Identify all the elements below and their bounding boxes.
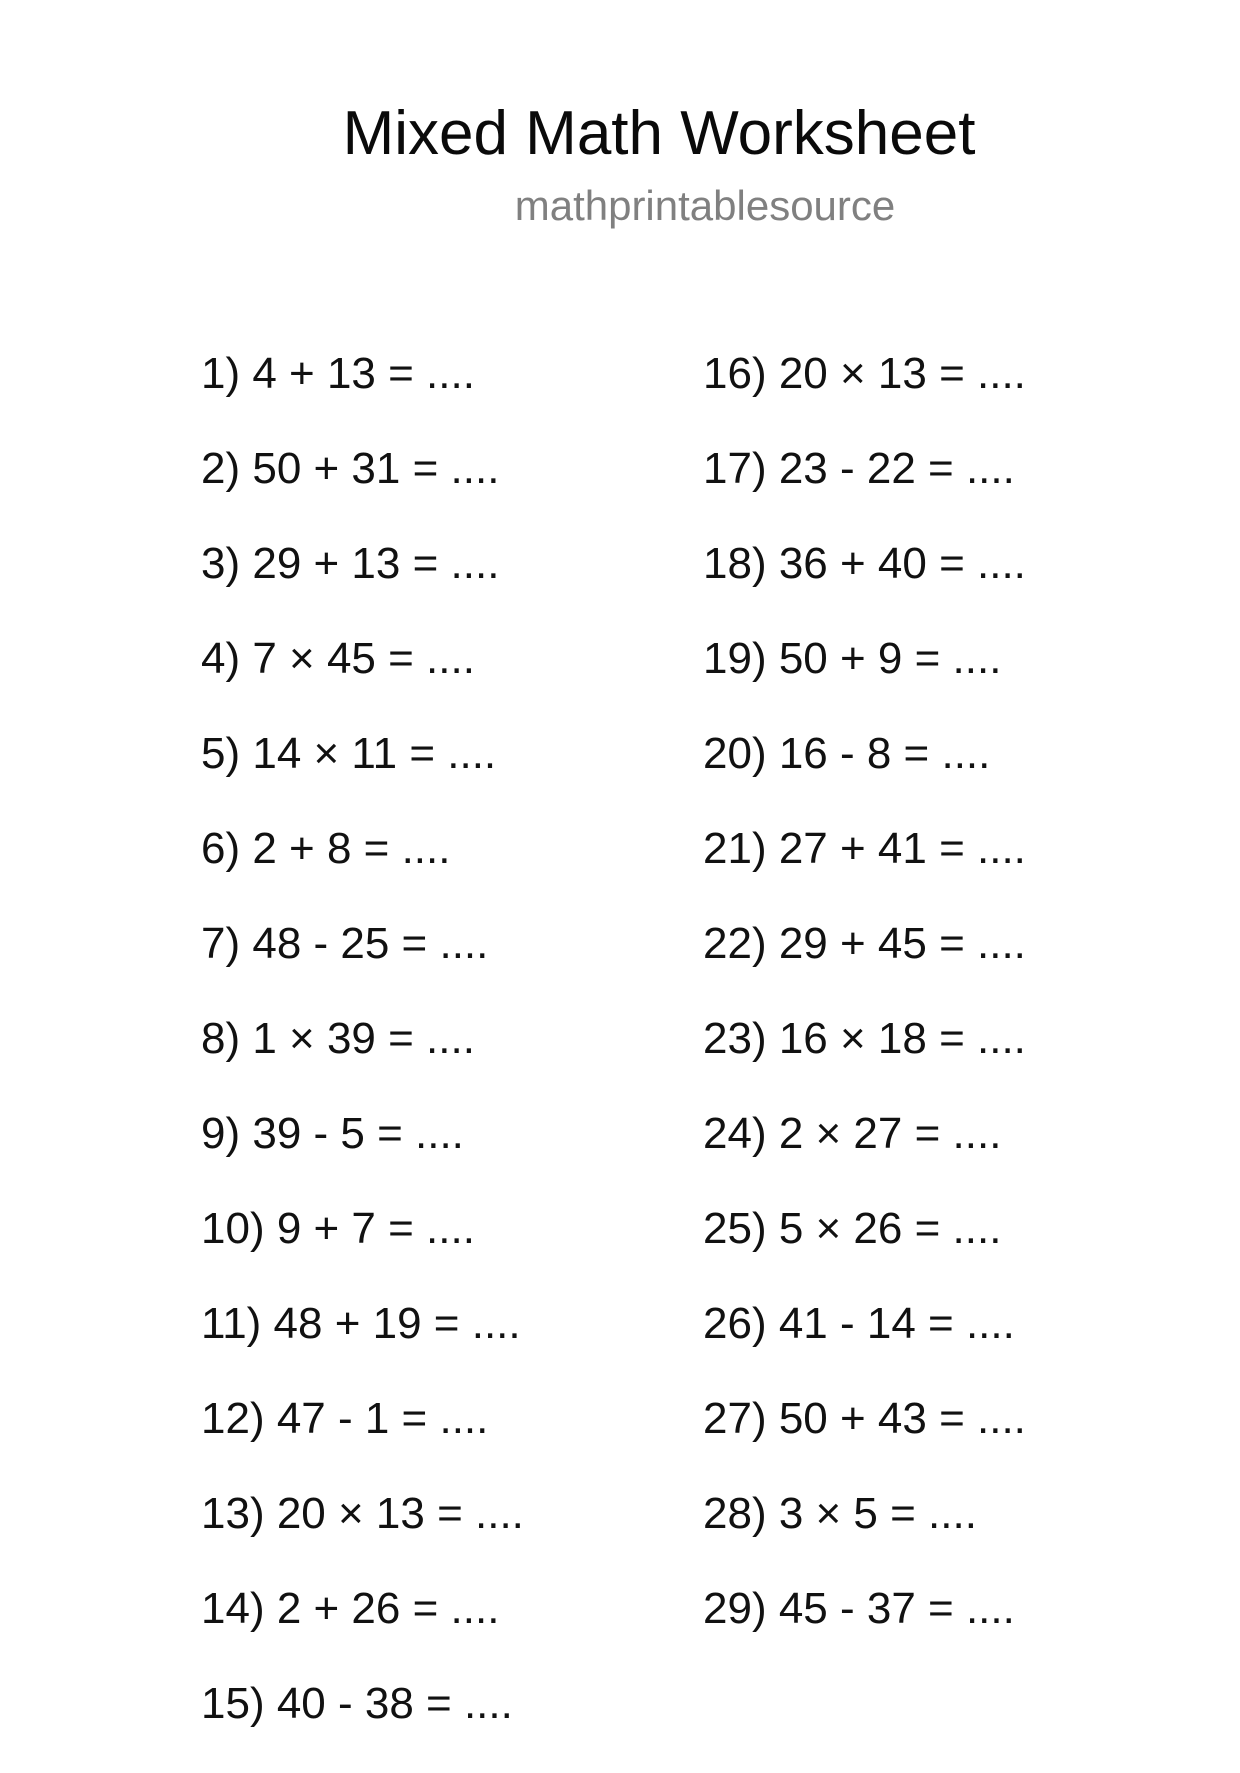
problem-29: 29) 45 - 37 = .... — [703, 1584, 1015, 1633]
problem-27: 27) 50 + 43 = .... — [703, 1394, 1026, 1443]
problem-14: 14) 2 + 26 = .... — [201, 1584, 500, 1633]
problem-18: 18) 36 + 40 = .... — [703, 539, 1026, 588]
problem-10: 10) 9 + 7 = .... — [201, 1204, 475, 1253]
problem-17: 17) 23 - 22 = .... — [703, 444, 1015, 493]
problem-5: 5) 14 × 11 = .... — [201, 729, 497, 778]
problem-15: 15) 40 - 38 = .... — [201, 1679, 513, 1728]
problem-1: 1) 4 + 13 = .... — [201, 349, 475, 398]
problem-2: 2) 50 + 31 = .... — [201, 444, 500, 493]
problem-12: 12) 47 - 1 = .... — [201, 1394, 489, 1443]
worksheet-title: Mixed Math Worksheet — [342, 99, 976, 168]
problem-25: 25) 5 × 26 = .... — [703, 1204, 1002, 1253]
problem-28: 28) 3 × 5 = .... — [703, 1489, 977, 1538]
problem-3: 3) 29 + 13 = .... — [201, 539, 500, 588]
problem-column-left — [201, 348, 524, 1773]
problem-column-right — [703, 348, 1026, 1678]
problem-8: 8) 1 × 39 = .... — [201, 1014, 475, 1063]
problem-6: 6) 2 + 8 = .... — [201, 824, 451, 873]
problem-11: 11) 48 + 19 = .... — [201, 1299, 521, 1348]
problem-24: 24) 2 × 27 = .... — [703, 1109, 1002, 1158]
problem-7: 7) 48 - 25 = .... — [201, 919, 489, 968]
problem-13: 13) 20 × 13 = .... — [201, 1489, 524, 1538]
problem-21: 21) 27 + 41 = .... — [703, 824, 1026, 873]
problem-26: 26) 41 - 14 = .... — [703, 1299, 1015, 1348]
problem-23: 23) 16 × 18 = .... — [703, 1014, 1026, 1063]
worksheet-subtitle: mathprintablesource — [514, 182, 896, 229]
problem-20: 20) 16 - 8 = .... — [703, 729, 991, 778]
problem-16: 16) 20 × 13 = .... — [703, 349, 1026, 398]
problem-22: 22) 29 + 45 = .... — [703, 919, 1026, 968]
problem-19: 19) 50 + 9 = .... — [703, 634, 1002, 683]
problem-4: 4) 7 × 45 = .... — [201, 634, 475, 683]
problem-9: 9) 39 - 5 = .... — [201, 1109, 464, 1158]
